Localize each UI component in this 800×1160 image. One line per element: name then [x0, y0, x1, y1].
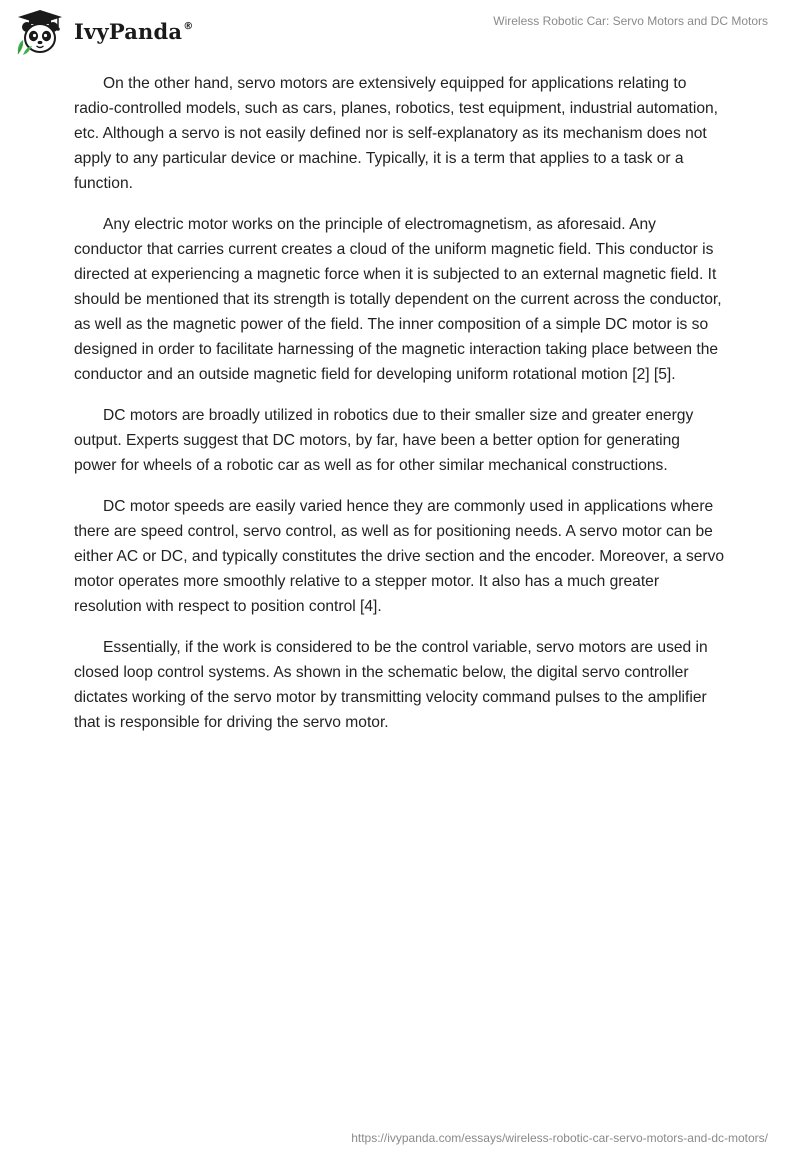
panda-logo-icon: [14, 8, 66, 56]
paragraph: DC motors are broadly utilized in robotics due to their smaller size and greater energy output. Experts suggest that DC motors, by far, have been a better option for generating power for wheels of a robotic car as well as for other similar mechanical constructions.: [74, 407, 694, 474]
essay-body: [74, 71, 726, 751]
page-header: [0, 0, 800, 60]
logo-wordmark: IvyPanda®: [74, 18, 194, 44]
paragraph: Essentially, if the work is considered to be the control variable, servo motors are used in closed loop control systems. As shown in the schematic below, the digital servo controller dictates working of the servo motor by transmitting velocity command pulses to the amplifier that is responsible for driving the servo motor.: [74, 639, 708, 731]
source-url-link[interactable]: https://ivypanda.com/essays/wireless-robotic-car-servo-motors-and-dc-motors/: [351, 1131, 768, 1145]
paragraph: Any electric motor works on the principle of electromagnetism, as aforesaid. Any conductor that carries current creates a cloud of the uniform magnetic field. This conductor is directed at experiencing a magnetic force when it is subjected to an external magnetic field. It should be mentioned that its strength is totally dependent on the current across the conductor, as well as the magnetic power of the field. The inner composition of a simple DC motor is so designed in order to facilitate harnessing of the magnetic interaction taking place between the conductor and an outside magnetic field for developing uniform rotational motion [2] [5].: [74, 216, 722, 383]
paragraph: On the other hand, servo motors are extensively equipped for applications relating to radio-controlled models, such as cars, planes, robotics, test equipment, industrial automation, etc. Although a servo is not easily defined nor is self-explanatory as its mechanism does not apply to any particular device or machine. Typically, it is a term that applies to a task or a function.: [74, 75, 719, 192]
paragraph: DC motor speeds are easily varied hence they are commonly used in applications where there are speed control, servo control, as well as for positioning needs. A servo motor can be either AC or DC, and typically constitutes the drive section and the encoder. Moreover, a servo motor operates more smoothly relative to a stepper motor. It also has a much greater resolution with respect to position control [4].: [74, 498, 725, 615]
registered-mark: ®: [183, 20, 194, 32]
document-title: Wireless Robotic Car: Servo Motors and DC Motors: [493, 14, 768, 28]
ivypanda-logo[interactable]: [14, 8, 193, 56]
